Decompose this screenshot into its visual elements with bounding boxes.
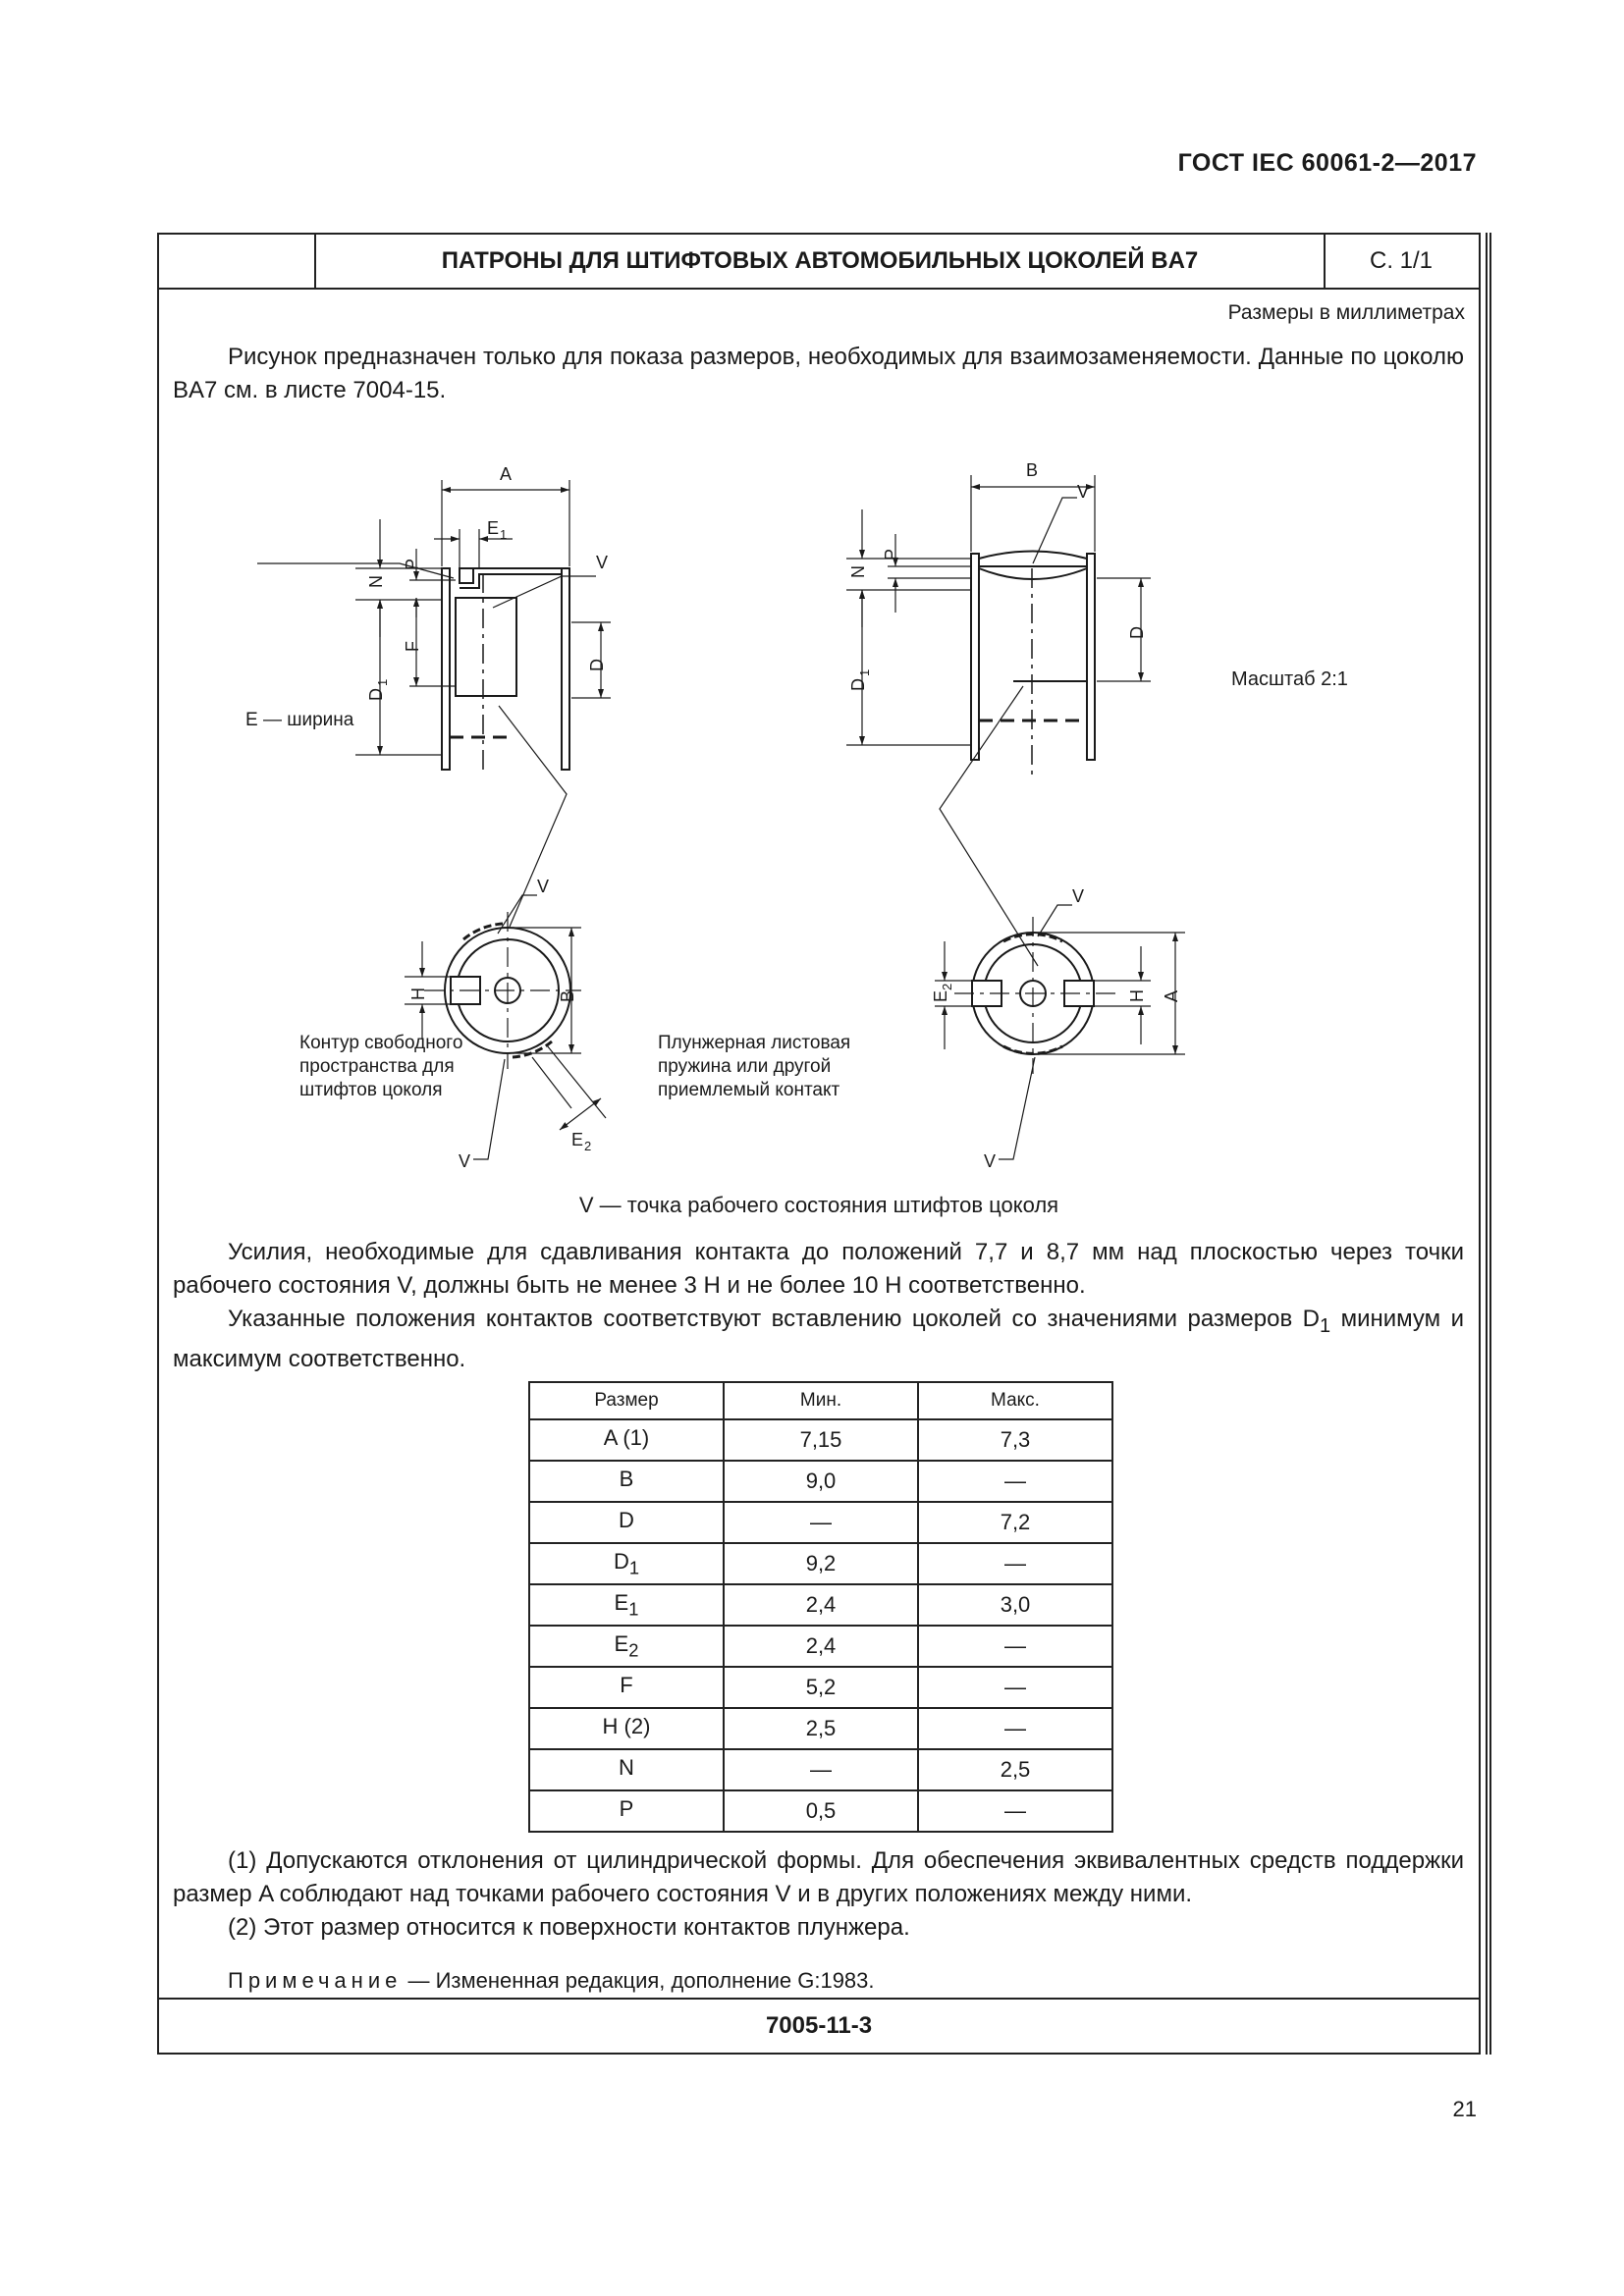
positions-paragraph: Указанные положения контактов соответствуют вставлению цоколей со значениями размеров $D_1$ минимум и максимум соответственно. [173, 1306, 1464, 1372]
frame-double-edge [1486, 233, 1491, 2055]
left-side-view [257, 480, 611, 927]
table-row: D — 7,2 [529, 1502, 1112, 1543]
svg-text:V: V [1072, 886, 1085, 906]
sheet-page-label: С. 1/1 [1369, 247, 1434, 274]
table-row: B 9,0 — [529, 1461, 1112, 1502]
header-min: Мин. [724, 1382, 918, 1419]
units-note: Размеры в миллиметрах [1227, 301, 1465, 324]
svg-text:D: D [366, 688, 386, 701]
note-text: Измененная редакция, дополнение G:1983. [435, 1968, 875, 1993]
svg-text:2: 2 [584, 1139, 592, 1153]
svg-text:E: E [487, 518, 500, 538]
header-size: Размер [529, 1382, 724, 1419]
table-row: $D_1$ 9,2 — [529, 1543, 1112, 1584]
footnote-2: (2) Этот размер относится к поверхности контактов плунжера. [228, 1914, 910, 1941]
table-row: H (2) 2,5 — [529, 1708, 1112, 1749]
svg-text:F: F [403, 641, 422, 652]
note-label: Примечание [228, 1968, 403, 1993]
svg-text:N: N [848, 565, 868, 578]
svg-text:E: E [931, 989, 950, 1002]
note: Примечание — Измененная редакция, дополнение G:1983. [228, 1968, 875, 1993]
svg-text:H: H [408, 988, 428, 1000]
table-row: N — 2,5 [529, 1749, 1112, 1790]
sheet-number: 7005-11-3 [159, 1998, 1479, 2053]
sheet-header [159, 235, 1479, 290]
svg-text:1: 1 [500, 527, 508, 542]
forces-paragraph: Усилия, необходимые для сдавливания контакта до положений 7,7 и 8,7 мм над плоскостью через точки рабочего состояния V, должны быть не менее 3 Н и не более 10 Н соответственно. [173, 1239, 1464, 1299]
svg-text:A: A [500, 464, 513, 484]
table-row: $E_1$ 2,4 3,0 [529, 1584, 1112, 1626]
table-header-row [529, 1382, 1112, 1419]
svg-text:D: D [587, 659, 607, 671]
right-plan-view [935, 905, 1185, 1159]
svg-text:H: H [1127, 989, 1147, 1002]
svg-text:V: V [984, 1151, 997, 1171]
intro-paragraph: Рисунок предназначен только для показа размеров, необходимых для взаимозаменяемости. Данные по цоколю BA7 см. в листе 7004-15. [173, 344, 1464, 403]
drawing-scale: Масштаб 2:1 [1231, 668, 1348, 690]
page-number: 21 [1452, 2097, 1477, 2121]
svg-text:V: V [1077, 482, 1090, 502]
dimensions-table [528, 1381, 1113, 1833]
svg-text:V: V [537, 877, 550, 896]
sheet-title: ПАТРОНЫ ДЛЯ ШТИФТОВЫХ АВТОМОБИЛЬНЫХ ЦОКОЛЕЙ BA7 [316, 235, 1326, 288]
svg-text:2: 2 [940, 983, 954, 990]
svg-text:D: D [848, 678, 868, 691]
left-plan-view [405, 895, 606, 1159]
table-row: $E_2$ 2,4 — [529, 1626, 1112, 1667]
svg-text:V: V [459, 1151, 471, 1171]
standard-number: ГОСТ IEC 60061-2—2017 [1177, 149, 1477, 177]
svg-text:P: P [403, 558, 422, 570]
footnote-1: (1) Допускаются отклонения от цилиндрической формы. Для обеспечения эквивалентных средств поддержки размер A соблюдают над точками рабочего состояния V и в других положениях между ними. [173, 1847, 1464, 1907]
svg-text:P: P [882, 548, 901, 561]
svg-text:D: D [1127, 626, 1147, 639]
drawing-caption: V — точка рабочего состояния штифтов цоколя [578, 1193, 1059, 1217]
svg-text:A: A [1162, 989, 1181, 1002]
label-spring: Плунжерная листовая пружина или другой приемлемый контакт [658, 1033, 851, 1100]
table-row: A (1) 7,15 7,3 [529, 1419, 1112, 1461]
svg-text:1: 1 [857, 668, 872, 676]
svg-text:E: E [571, 1130, 584, 1149]
label-e-width: E — ширина [245, 710, 354, 730]
svg-text:1: 1 [375, 678, 390, 686]
svg-text:B: B [558, 989, 577, 1002]
header-max: Макс. [918, 1382, 1112, 1419]
table-row: F 5,2 — [529, 1667, 1112, 1708]
sheet-frame [157, 233, 1481, 2055]
svg-text:N: N [366, 575, 386, 588]
table-row: P 0,5 — [529, 1790, 1112, 1832]
label-contour: Контур свободного пространства для штифтов цоколя [299, 1033, 463, 1100]
svg-text:V: V [596, 553, 609, 572]
svg-text:B: B [1026, 460, 1039, 480]
header-blank-cell [159, 235, 316, 288]
